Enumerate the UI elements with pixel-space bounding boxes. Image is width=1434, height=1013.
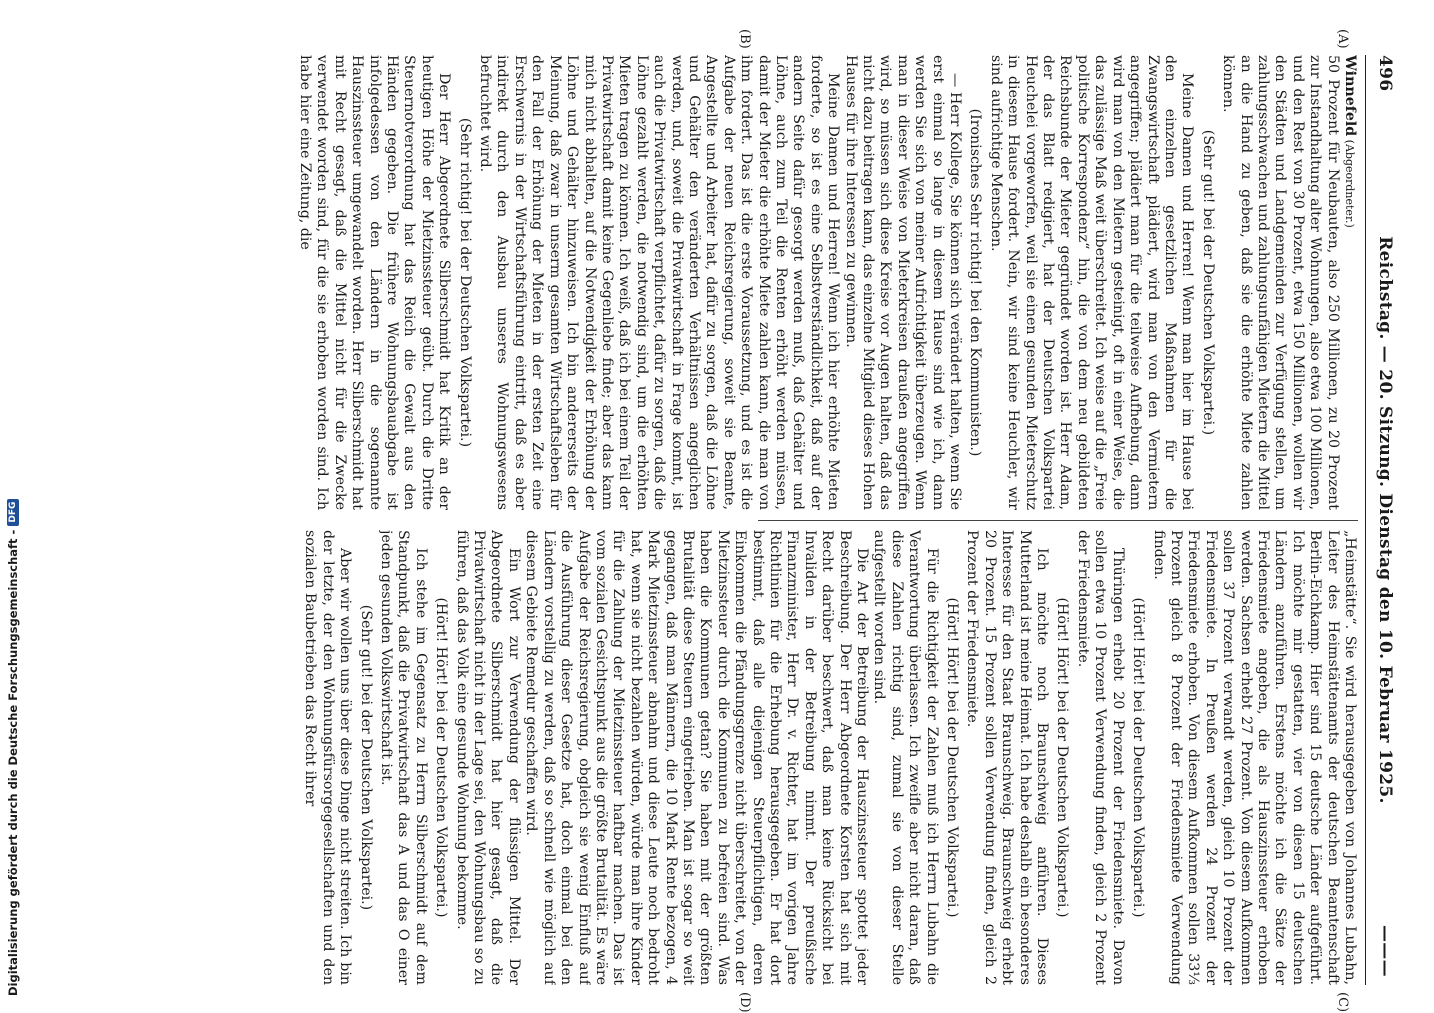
text-paragraph: — Herr Kollege, Sie können sich verändert halten, wenn Sie erst einmal so lange in diesem Hause sind wie ich, dann werden Sie sich von meiner Aufrichtigkeit überzeugen. Wenn man in dieser Weise von Mieterkreisen draußen angegriffen wird, so müssen sich diese Kreise vor Augen halten, daß das nicht dazu beitragen kann, das einzelne Mitglied dieses Hohen Hauses für ihre Interessen zu gewinnen. xyxy=(842,55,964,510)
right-text-column xyxy=(118,530,1358,985)
page-number: 496 xyxy=(1375,55,1395,92)
interjection-remark: (Hört! Hört! bei der Deutschen Volkspartei.) xyxy=(1054,597,1071,918)
margin-letter-b: (B) xyxy=(737,29,752,49)
dfg-logo: DFG xyxy=(7,499,19,526)
speaker-role: (Abgeordneter.) xyxy=(1343,136,1356,228)
text-paragraph: Ein Wort zur Verwendung der flüssigen Mittel. Der Abgeordnete Silberschmidt hat hier gesagt, daß die Privatwirtschaft nicht in der Lage sei, den Wohnungsbau so zu führen, daß das Volk eine gesunde Wohnung bekomme. xyxy=(453,530,522,985)
margin-letter-d: (D) xyxy=(737,992,752,1013)
margin-letter-a: (A) xyxy=(1335,29,1350,49)
interjection-remark: (Hört! Hört! bei der Deutschen Volkspartei.) xyxy=(1130,597,1147,918)
text-paragraph: Meine Damen und Herren! Wenn man hier im Hause bei den einzelnen gesetzlichen Maßnahmen für die Zwangswirtschaft plädiert, wird man von den Vermietern angegriffen; plädiert man für die teilweise Aufhebung, dann wird man von den Mietern gesteinigt, oft in einer Weise, die das zulässige Maß weit überschreitet. Ich weise auf die „Freie politische Korrespondenz“ hin, die von dem neu gebildeten Reichsbunde der Mieter gegründet worden ist. Herr Adam, der das Blatt redigiert, hat der Deutschen Volkspartei Heuchelei vorgeworfen, weil sie einen gesunden Mieterschutz in diesem Hause fordert. Nein, wir sind keine Heuchler, wir sind aufrichtige Menschen. xyxy=(987,55,1196,510)
left-text-column xyxy=(118,55,1358,510)
interjection-remark: (Ironisches Sehr richtig! bei den Kommunisten.) xyxy=(967,108,984,457)
interjection-remark: (Hört! Hört! bei der Deutschen Volkspartei.) xyxy=(944,597,961,918)
text-paragraph: Aber wir wollen uns über diese Dinge nicht streiten. Ich bin der letzte, der den Wohnungsfürsorgegesellschaften und den sozialen Baubetrieben das Recht ihrer xyxy=(302,530,354,985)
digitization-credit-text: Digitalisierung gefördert durch die Deutsche Forschungsgemeinschaft - xyxy=(6,529,20,996)
column-divider xyxy=(758,520,1358,521)
interjection-remark: (Sehr gut! bei der Deutschen Volkspartei.) xyxy=(357,604,374,911)
header-rule-end: ——— xyxy=(1375,925,1395,977)
text-paragraph: „Heimstätte“. Sie wird herausgegeben von Johannes Lubahn, Leiter des Heimstättenamts der deutschen Beamtenschaft Berlin-Eichkamp. Hier sind 15 deutsche Länder aufgeführt. Ich möchte mir gestatten, vier von diesen 15 deutschen Ländern anzuführen. Erstens möchte ich die Sätze der Friedensmiete angeben, die als Hauszinssteuer erhoben werden. Sachsen erhebt 27 Prozent. Von diesem Aufkommen sollen 37 Prozent verwandt werden, gleich 10 Prozent der Friedensmiete. In Preußen werden 24 Prozent der Friedensmiete erhoben. Von diesem Aufkommen sollen 33⅓ Prozent gleich 8 Prozent der Friedensmiete Verwendung finden. xyxy=(1150,530,1358,985)
text-paragraph: Die Art der Betreibung der Hauszinssteuer spottet jeder Beschreibung. Der Herr Abgeordnete Korsten hat sich mit Recht darüber beschwert, daß man keine Rücksicht bei Invaliden in der Betreibung nimmt. Der preußische Finanzminister, Herr Dr. v. Richter, hat im vorigen Jahre Richtlinien für die Erhebung herausgegeben. Er hat dort bestimmt, daß alle diejenigen Steuerpflichtigen, deren Einkommen die Pfändungsgrenze nicht überschreitet, von der Mietzinssteuer durch die Kommunen zu befreien sind. Was haben die Kommunen getan? Sie haben mit der größten Brutalität diese Steuern eingetrieben. Man ist sogar so weit gegangen, daß man Männern, die 10 Mark Rente bezogen, 4 Mark Mietzinssteuer abnahm und diese Leute noch bedroht hat, wenn sie nicht bezahlen würden, würde man ihre Kinder für die Zahlung der Mietzinssteuer haftbar machen. Das ist vom sozialen Gesichtspunkt aus die größte Brutalität. Es wäre Aufgabe der Reichsregierung, obgleich sie wenig Einfluß auf die Ausführung dieser Gesetze hat, doch einmal bei den Ländern vorstellig zu werden, daß so schnell wie möglich auf diesem Gebiete Remedur geschaffen wird. xyxy=(523,530,871,985)
text-paragraph: Der Herr Abgeordnete Silberschmidt hat Kritik an der heutigen Höhe der Mietzinssteuer geübt. Durch die Dritte Steuernotverordnung hat das Reich die Gewalt aus den Händen gegeben. Die frühere Wohnungsbauabgabe ist infolgedessen von den Ländern in die sogenannte Hauszinssteuer umgewandelt worden. Herr Silberschmidt hat mit Recht gesagt, daß die Mittel nicht für die Zwecke verwendet worden sind, für die sie erhoben worden sind. Ich habe hier eine Zeitung, die xyxy=(297,55,453,510)
rotated-newspaper-page xyxy=(102,29,1402,1013)
text-paragraph: Meine Damen und Herren! Wenn ich hier erhöhte Mieten forderte, so ist es eine Selbstverständlichkeit, daß auf der andern Seite dafür gesorgt werden muß, daß Gehälter und Löhne, auch zum Teil die Renten erhöht werden müssen, damit der Mieter die erhöhte Miete zahlen kann, die man von ihm fordert. Das ist die erste Voraussetzung, und es ist die Aufgabe der neuen Reichsregierung, soweit sie Beamte, Angestellte und Arbeiter hat, dafür zu sorgen, daß die Löhne und Gehälter den veränderten Verhältnissen angeglichen werden, und, soweit die Privatwirtschaft in Frage kommt, ist auch die Privatwirtschaft verpflichtet, dafür zu sorgen, daß die Löhne gezahlt werden, die notwendig sind, um die erhöhten Mieten tragen zu können. Ich weiß, daß ich bei einem Teil der Privatwirtschaft damit keine Gegenliebe finde; aber das kann mich nicht abhalten, auf die Notwendigkeit der Erhöhung der Löhne und Gehälter hinzuweisen. Ich bin andererseits der Meinung, daß zwar in unserm gesamten Wirtschaftsleben für den Fall der Erhöhung der Mieten in der ersten Zeit eine Erschwernis in der Wirtschaftsführung eintritt, daß es aber indirekt durch den Ausbau unseres Wohnungswesens befruchtet wird. xyxy=(477,55,842,510)
text-paragraph: 50 Prozent für Neubauten, also 250 Millionen, zu 20 Prozent zur Instandhaltung alter Wohnungen, also etwa 100 Millionen, und den Rest von 30 Prozent, etwa 150 Millionen, wollen wir den Städten und Landgemeinden zur Verfügung stellen, um zahlungsschwachen und zahlungsunfähigen Mietern die Mittel an die Hand zu geben, daß sie die erhöhte Miete zahlen können. xyxy=(1220,55,1341,510)
header-rule xyxy=(1365,55,1366,985)
interjection-remark: (Sehr richtig! bei der Deutschen Volkspartei.) xyxy=(456,117,473,448)
text-paragraph: Ich möchte noch Braunschweig anführen. Dieses Mutterland ist meine Heimat. Ich habe deshalb ein besonderes Interesse für den Staat Braunschweig. Braunschweig erhebt 20 Prozent. 15 Prozent sollen Verwendung finden, gleich 2 Prozent der Friedensmiete. xyxy=(964,530,1051,985)
page-title: Reichstag. — 20. Sitzung. Dienstag den 10. Februar 1925. xyxy=(1375,236,1395,804)
text-paragraph: Für die Richtigkeit der Zahlen muß ich Herrn Lubahn die Verantwortung überlassen. Ich zweifle aber nicht daran, daß diese Zahlen richtig sind, zumal sie von dieser Stelle aufgestellt worden sind. xyxy=(871,530,940,985)
interjection-remark: (Sehr gut! bei der Deutschen Volkspartei.) xyxy=(1199,129,1216,436)
speaker-line xyxy=(1341,55,1358,510)
speaker-name: Winnefeld xyxy=(1342,55,1358,137)
text-paragraph: Thüringen erhebt 20 Prozent der Friedensmiete. Davon sollen etwa 10 Prozent Verwendung finden, gleich 2 Prozent der Friedensmiete. xyxy=(1074,530,1126,985)
margin-letter-c: (C) xyxy=(1335,992,1350,1013)
digitization-credit xyxy=(6,499,20,996)
text-paragraph: Ich stehe im Gegensatz zu Herrn Silberschmidt auf dem Standpunkt, daß die Privatwirtschaft das A und das O einer jeden gesunden Volkswirtschaft ist. xyxy=(378,530,429,985)
interjection-remark: (Hört! Hört! bei der Deutschen Volkspartei.) xyxy=(433,597,450,918)
page-header xyxy=(1368,55,1402,985)
